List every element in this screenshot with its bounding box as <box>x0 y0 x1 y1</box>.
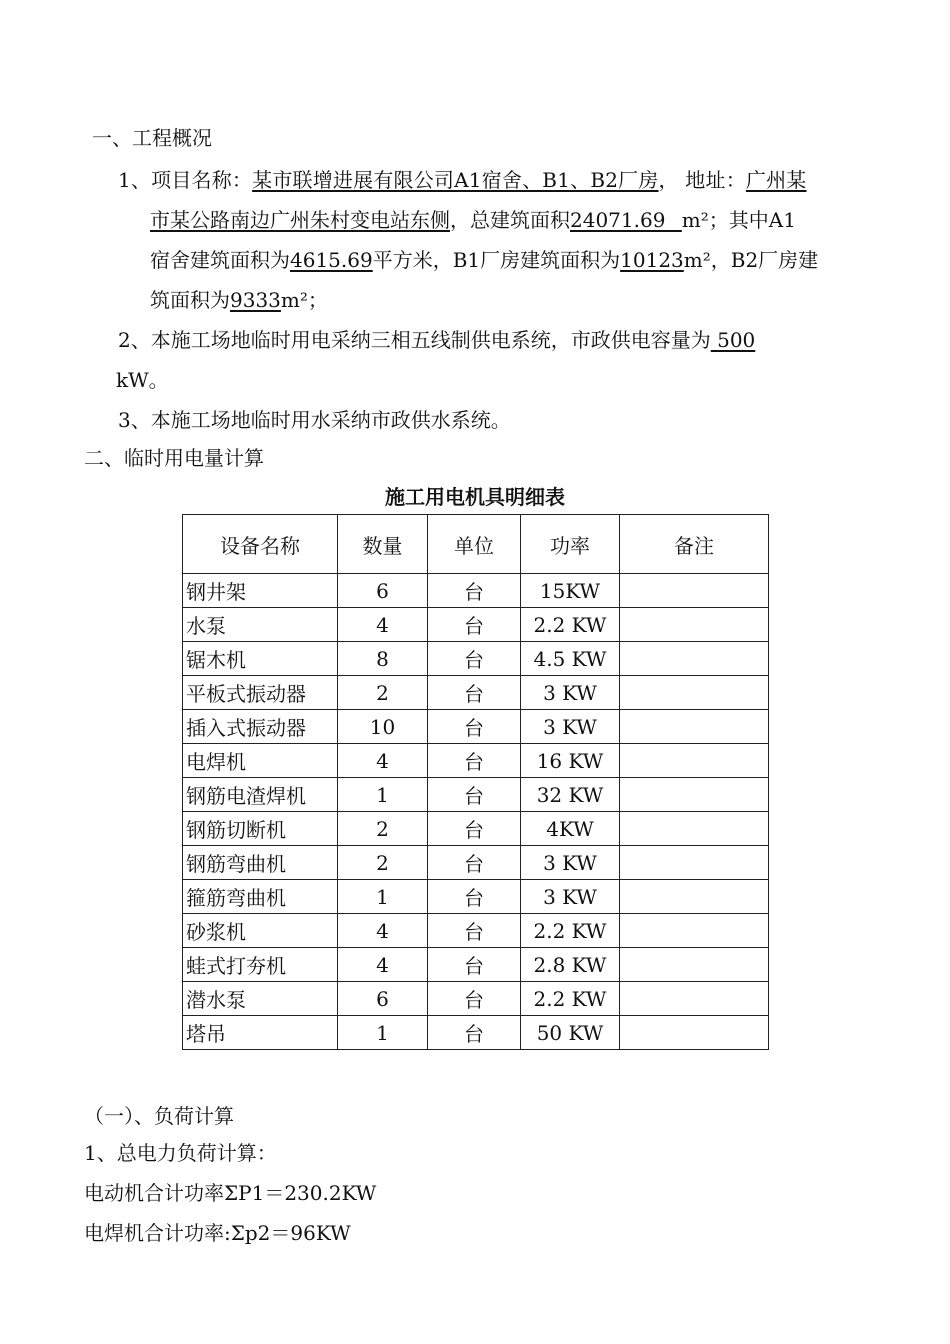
cell-equipment-name: 电焊机 <box>183 744 338 778</box>
cell-power: 3 KW <box>521 880 620 914</box>
header-power: 功率 <box>521 515 620 574</box>
cell-unit: 台 <box>428 846 521 880</box>
area-label: ，总建筑面积 <box>450 208 570 232</box>
cell-power: 32 KW <box>521 778 620 812</box>
cell-equipment-name: 钢井架 <box>183 574 338 608</box>
building-areas-line <box>150 247 818 273</box>
cell-quantity: 4 <box>338 744 428 778</box>
cell-equipment-name: 塔吊 <box>183 1016 338 1050</box>
cell-power: 16 KW <box>521 744 620 778</box>
table-row <box>183 948 769 982</box>
cell-unit: 台 <box>428 744 521 778</box>
cell-power: 2.2 KW <box>521 608 620 642</box>
cell-quantity: 2 <box>338 676 428 710</box>
table-row <box>183 812 769 846</box>
cell-remarks <box>620 948 769 982</box>
cell-equipment-name: 箍筋弯曲机 <box>183 880 338 914</box>
table-title: 施工用电机具明细表 <box>385 485 565 509</box>
cell-remarks <box>620 880 769 914</box>
cell-remarks <box>620 778 769 812</box>
cell-power: 3 KW <box>521 676 620 710</box>
cell-unit: 台 <box>428 812 521 846</box>
cell-equipment-name: 插入式振动器 <box>183 710 338 744</box>
cell-unit: 台 <box>428 1016 521 1050</box>
cell-power: 3 KW <box>521 846 620 880</box>
cell-quantity: 6 <box>338 574 428 608</box>
header-remarks: 备注 <box>620 515 769 574</box>
water-supply-line: 3、本施工场地临时用水采纳市政供水系统。 <box>118 408 511 432</box>
cell-equipment-name: 蛙式打夯机 <box>183 948 338 982</box>
cell-unit: 台 <box>428 948 521 982</box>
table-header-row <box>183 515 769 574</box>
b2-area-prefix: 筑面积为 <box>150 288 230 312</box>
header-quantity: 数量 <box>338 515 428 574</box>
table-row <box>183 914 769 948</box>
table-row <box>183 846 769 880</box>
area-unit-note: m²；其中A1 <box>681 208 796 232</box>
cell-power: 2.8 KW <box>521 948 620 982</box>
table-row <box>183 778 769 812</box>
cell-equipment-name: 潜水泵 <box>183 982 338 1016</box>
project-name: 某市联增进展有限公司A1宿舍、B1、B2厂房 <box>252 168 659 192</box>
cell-quantity: 1 <box>338 778 428 812</box>
cell-remarks <box>620 744 769 778</box>
cell-equipment-name: 砂浆机 <box>183 914 338 948</box>
table-row <box>183 880 769 914</box>
total-load-heading: 1、总电力负荷计算： <box>84 1141 277 1165</box>
cell-quantity: 1 <box>338 880 428 914</box>
cell-unit: 台 <box>428 608 521 642</box>
cell-unit: 台 <box>428 574 521 608</box>
cell-remarks <box>620 812 769 846</box>
cell-power: 2.2 KW <box>521 914 620 948</box>
table-row <box>183 608 769 642</box>
cell-quantity: 4 <box>338 608 428 642</box>
cell-unit: 台 <box>428 982 521 1016</box>
cell-equipment-name: 平板式振动器 <box>183 676 338 710</box>
cell-unit: 台 <box>428 914 521 948</box>
cell-quantity: 10 <box>338 710 428 744</box>
cell-equipment-name: 锯木机 <box>183 642 338 676</box>
b2-area: 9333 <box>230 288 281 312</box>
cell-power: 4.5 KW <box>521 642 620 676</box>
section-heading-load-calc: （一）、负荷计算 <box>84 1104 234 1128</box>
cell-equipment-name: 钢筋电渣焊机 <box>183 778 338 812</box>
section-heading-overview: 一、工程概况 <box>92 126 212 150</box>
cell-remarks <box>620 982 769 1016</box>
cell-quantity: 8 <box>338 642 428 676</box>
cell-remarks <box>620 846 769 880</box>
address-part1: 广州某 <box>745 168 807 192</box>
table-row <box>183 574 769 608</box>
table-row <box>183 710 769 744</box>
b1-area-label: 平方米，B1厂房建筑面积为 <box>372 248 621 272</box>
power-unit-line: kW。 <box>116 368 169 392</box>
b2-area-label: m²，B2厂房建 <box>683 248 819 272</box>
cell-quantity: 6 <box>338 982 428 1016</box>
cell-remarks <box>620 914 769 948</box>
address-line <box>150 207 796 233</box>
total-area: 24071.69 _ <box>570 208 682 232</box>
cell-power: 50 KW <box>521 1016 620 1050</box>
a1-area: 4615.69 <box>290 248 373 272</box>
item1-prefix: 1、项目名称： <box>118 168 253 192</box>
power-supply-line <box>118 327 755 353</box>
cell-remarks <box>620 574 769 608</box>
cell-unit: 台 <box>428 676 521 710</box>
cell-equipment-name: 钢筋弯曲机 <box>183 846 338 880</box>
b2-area-line <box>150 287 328 313</box>
table-row <box>183 1016 769 1050</box>
cell-remarks <box>620 608 769 642</box>
cell-power: 2.2 KW <box>521 982 620 1016</box>
table-row <box>183 642 769 676</box>
cell-remarks <box>620 676 769 710</box>
address-part2: 市某公路南边广州朱村变电站东侧 <box>150 208 450 232</box>
cell-remarks <box>620 710 769 744</box>
section-heading-power-calc: 二、临时用电量计算 <box>84 446 264 470</box>
cell-quantity: 4 <box>338 914 428 948</box>
header-equipment-name: 设备名称 <box>183 515 338 574</box>
cell-quantity: 4 <box>338 948 428 982</box>
cell-unit: 台 <box>428 642 521 676</box>
cell-remarks <box>620 1016 769 1050</box>
b2-area-suffix: m²； <box>280 288 328 312</box>
welder-total-power: 电焊机合计功率:Σp2＝96KW <box>84 1221 351 1245</box>
equipment-table <box>182 514 769 1050</box>
cell-remarks <box>620 642 769 676</box>
motor-total-power: 电动机合计功率ΣP1＝230.2KW <box>84 1181 377 1205</box>
cell-unit: 台 <box>428 778 521 812</box>
a1-area-label: 宿舍建筑面积为 <box>150 248 290 272</box>
power-capacity: 500 <box>710 328 756 352</box>
cell-power: 4KW <box>521 812 620 846</box>
cell-unit: 台 <box>428 880 521 914</box>
power-supply-text: 2、本施工场地临时用电采纳三相五线制供电系统，市政供电容量为 <box>118 328 711 352</box>
table-row <box>183 744 769 778</box>
table-row <box>183 982 769 1016</box>
cell-unit: 台 <box>428 710 521 744</box>
cell-power: 15KW <box>521 574 620 608</box>
b1-area: 10123 <box>620 248 684 272</box>
cell-power: 3 KW <box>521 710 620 744</box>
cell-equipment-name: 水泵 <box>183 608 338 642</box>
project-name-line <box>118 167 807 193</box>
cell-quantity: 2 <box>338 846 428 880</box>
cell-quantity: 1 <box>338 1016 428 1050</box>
table-row <box>183 676 769 710</box>
header-unit: 单位 <box>428 515 521 574</box>
cell-equipment-name: 钢筋切断机 <box>183 812 338 846</box>
address-label: ， 地址： <box>658 168 746 192</box>
cell-quantity: 2 <box>338 812 428 846</box>
